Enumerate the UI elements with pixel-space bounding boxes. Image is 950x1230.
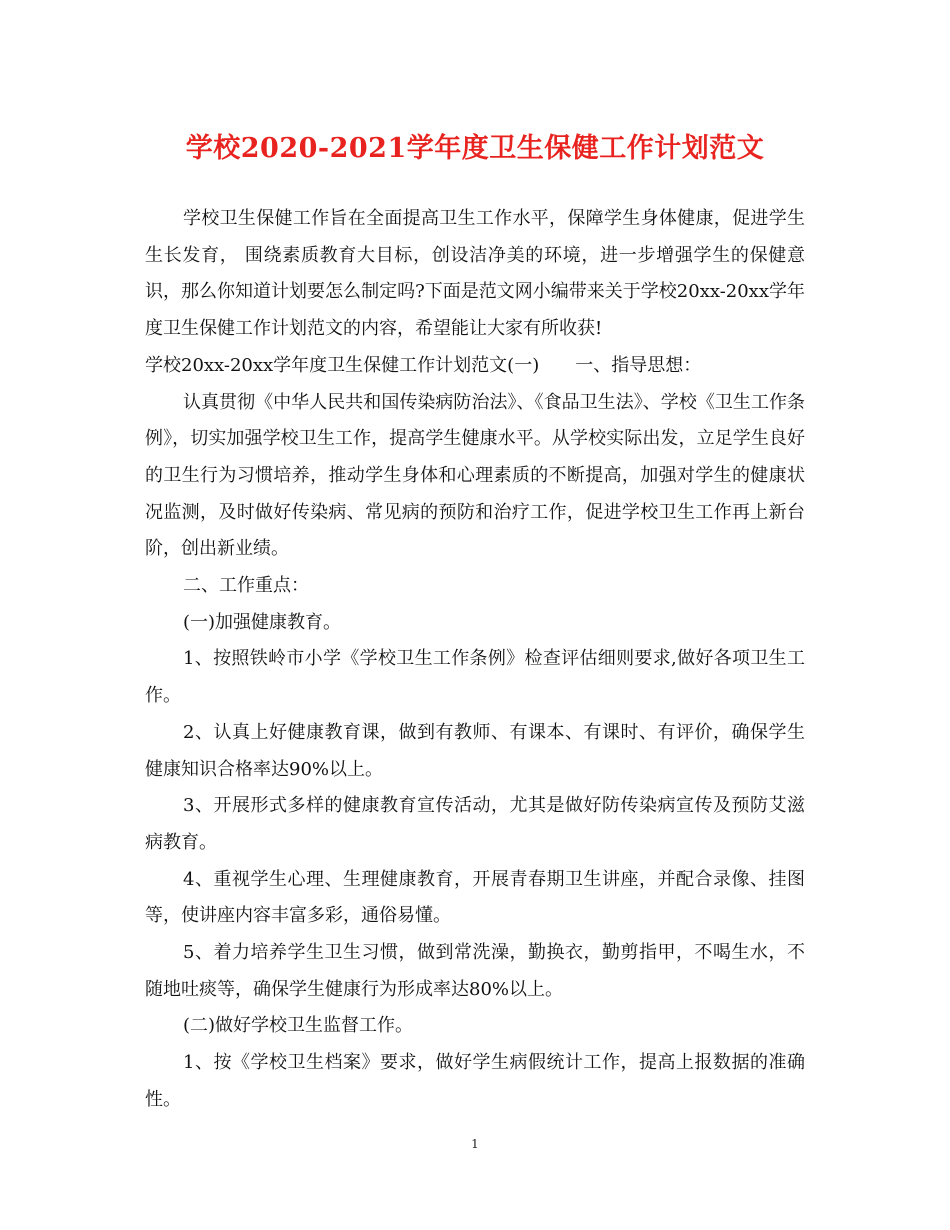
document-body [145,201,805,1119]
list-item: 1、按照铁岭市小学《学校卫生工作条例》检查评估细则要求,做好各项卫生工作。 [145,648,805,707]
key-points-heading: 二、工作重点： [183,575,309,597]
section-heading: 学校20xx-20xx学年度卫生保健工作计划范文(一) 一、指导思想： [145,354,702,376]
list-item: 5、着力培养学生卫生习惯，做到常洗澡，勤换衣，勤剪指甲，不喝生水，不随地吐痰等，确保学生健康行为形成率达80%以上。 [145,942,805,1000]
document-title: 学校2020-2021学年度卫生保健工作计划范文 [185,133,765,164]
list-item: 3、开展形式多样的健康教育宣传活动，尤其是做好防传染病宣传及预防艾滋病教育。 [145,795,805,853]
subsection-1-heading: (一)加强健康教育。 [183,611,342,633]
list-item: 4、重视学生心理、生理健康教育，开展青春期卫生讲座，并配合录像、挂图等，使讲座内容丰富多彩，通俗易懂。 [145,868,805,927]
guiding-paragraph: 认真贯彻《中华人民共和国传染病防治法》、《食品卫生法》、学校《卫生工作条例》，切实加强学校卫生工作，提高学生健康水平。从学校实际出发，立足学生良好的卫生行为习惯培养，推动学生身体和心理素质的不断提高，加强对学生的健康状况监测，及时做好传染病、常见病的预防和治疗工作，促进学校卫生工作再上新台阶，创出新业绩。 [145,391,805,560]
list-item: 2、认真上好健康教育课，做到有教师、有课本、有课时、有评价，确保学生健康知识合格率达90%以上。 [145,721,805,780]
list-item: 1、按《学校卫生档案》要求，做好学生病假统计工作，提高上报数据的准确性。 [145,1052,805,1110]
page-number: 1 [471,1137,479,1151]
subsection-2-heading: (二)做好学校卫生监督工作。 [183,1015,414,1037]
intro-paragraph: 学校卫生保健工作旨在全面提高卫生工作水平，保障学生身体健康，促进学生生长发育， 围绕素质教育大目标，创设洁净美的环境，进一步增强学生的保健意识，那么你知道计划要怎么制定吗?下面是范文网小编带来关于学校20xx-20xx学年度卫生保健工作计划范文的内容，希望能让大家有所收获! [145,208,805,340]
